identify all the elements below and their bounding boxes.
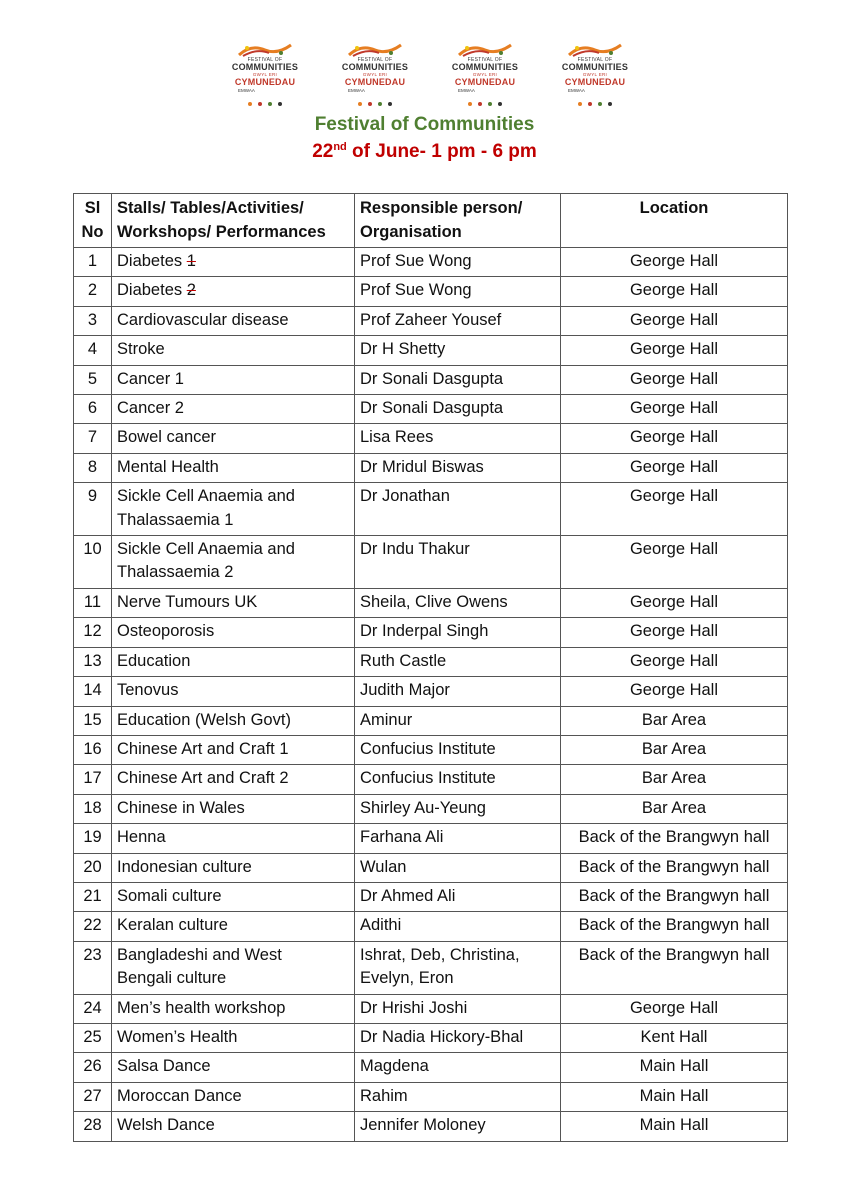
cell-person: Dr Nadia Hickory-Bhal — [355, 1023, 561, 1052]
cell-location: Main Hall — [561, 1112, 788, 1141]
header-no-line2: No — [81, 223, 104, 241]
table-row — [74, 1053, 788, 1082]
cell-no: 16 — [74, 735, 112, 764]
cell-no: 4 — [74, 336, 112, 365]
event-date-time — [0, 141, 849, 163]
table-row — [74, 336, 788, 365]
cell-person: Dr Inderpal Singh — [355, 618, 561, 647]
cell-person: Aminur — [355, 706, 561, 735]
date-suffix: nd — [333, 141, 347, 153]
cell-location: George Hall — [561, 536, 788, 589]
table-row — [74, 277, 788, 306]
swirl-icon — [565, 42, 625, 58]
cell-person: Sheila, Clive Owens — [355, 588, 561, 617]
swirl-icon — [455, 42, 515, 58]
cell-stall — [112, 536, 355, 589]
table-row — [74, 424, 788, 453]
cell-person: Wulan — [355, 853, 561, 882]
cell-no: 21 — [74, 882, 112, 911]
logo-line-3: GWYL ERI — [252, 72, 278, 77]
cell-stall: Chinese Art and Craft 2 — [112, 765, 355, 794]
logo-strip — [0, 42, 849, 108]
cell-location: George Hall — [561, 248, 788, 277]
table-row — [74, 706, 788, 735]
cell-person: Prof Sue Wong — [355, 277, 561, 306]
header-location: Location — [561, 194, 788, 248]
cell-stall-line2: Thalassaemia 2 — [117, 563, 234, 582]
logo-line-4: CYMUNEDAU — [564, 77, 626, 87]
cell-person: Prof Zaheer Yousef — [355, 306, 561, 335]
cell-no: 26 — [74, 1053, 112, 1082]
cell-no: 1 — [74, 248, 112, 277]
cell-location: Main Hall — [561, 1082, 788, 1111]
cell-stall: Henna — [112, 824, 355, 853]
cell-person: Dr Indu Thakur — [355, 536, 561, 589]
header-stall-line2: Workshops/ Performances — [117, 223, 326, 241]
cell-no: 22 — [74, 912, 112, 941]
date-day: 22 — [312, 141, 334, 162]
cell-person: Confucius Institute — [355, 735, 561, 764]
cell-no: 2 — [74, 277, 112, 306]
table-row — [74, 395, 788, 424]
cell-stall: Keralan culture — [112, 912, 355, 941]
cell-location: George Hall — [561, 453, 788, 482]
table-row — [74, 1112, 788, 1141]
cell-no: 13 — [74, 647, 112, 676]
table-row — [74, 765, 788, 794]
cell-no: 27 — [74, 1082, 112, 1111]
cell-no: 7 — [74, 424, 112, 453]
cell-no: 11 — [74, 588, 112, 617]
cell-stall: Mental Health — [112, 453, 355, 482]
cell-no: 17 — [74, 765, 112, 794]
logo-line-5: EMWAA — [568, 88, 585, 93]
festival-logo — [334, 42, 416, 108]
cell-location: George Hall — [561, 483, 788, 536]
logo-line-1: FESTIVAL OF — [357, 57, 393, 63]
cell-location: Bar Area — [561, 735, 788, 764]
cell-stall-mark: 1 — [186, 252, 196, 270]
cell-person: Dr Sonali Dasgupta — [355, 395, 561, 424]
cell-stall: Somali culture — [112, 882, 355, 911]
cell-location: Kent Hall — [561, 1023, 788, 1052]
cell-no: 28 — [74, 1112, 112, 1141]
cell-stall-line1: Sickle Cell Anaemia and — [117, 540, 295, 559]
cell-no: 18 — [74, 794, 112, 823]
cell-location: Main Hall — [561, 1053, 788, 1082]
logo-line-2: COMMUNITIES — [341, 62, 409, 72]
cell-person: Jennifer Moloney — [355, 1112, 561, 1141]
cell-stall: Salsa Dance — [112, 1053, 355, 1082]
table-row — [74, 365, 788, 394]
cell-location: Back of the Brangwyn hall — [561, 882, 788, 911]
cell-stall: Education — [112, 647, 355, 676]
cell-person: Dr Hrishi Joshi — [355, 994, 561, 1023]
cell-person: Rahim — [355, 1082, 561, 1111]
cell-person: Judith Major — [355, 677, 561, 706]
cell-person: Magdena — [355, 1053, 561, 1082]
cell-location: George Hall — [561, 618, 788, 647]
cell-stall: Education (Welsh Govt) — [112, 706, 355, 735]
cell-location: George Hall — [561, 365, 788, 394]
table-row — [74, 994, 788, 1023]
logo-line-2: COMMUNITIES — [561, 62, 629, 72]
cell-person-line1: Ishrat, Deb, Christina, — [360, 945, 520, 964]
cell-no: 10 — [74, 536, 112, 589]
table-row — [74, 824, 788, 853]
cell-stall: Cardiovascular disease — [112, 306, 355, 335]
header-no-line1: Sl — [84, 199, 101, 217]
cell-person: Lisa Rees — [355, 424, 561, 453]
cell-person: Adithi — [355, 912, 561, 941]
cell-location: George Hall — [561, 277, 788, 306]
cell-stall: Cancer 1 — [112, 365, 355, 394]
cell-location: George Hall — [561, 994, 788, 1023]
header-responsible-person — [355, 194, 561, 248]
cell-person: Dr Ahmed Ali — [355, 882, 561, 911]
table-row — [74, 248, 788, 277]
logo-line-4: CYMUNEDAU — [344, 77, 406, 87]
cell-no: 3 — [74, 306, 112, 335]
cell-no: 9 — [74, 483, 112, 536]
table-header-row — [74, 194, 788, 248]
cell-stall-text: Diabetes — [117, 252, 187, 270]
logo-line-4: CYMUNEDAU — [234, 77, 296, 87]
cell-no: 12 — [74, 618, 112, 647]
cell-person: Dr Mridul Biswas — [355, 453, 561, 482]
logo-line-3: GWYL ERI — [582, 72, 608, 77]
table-row — [74, 1082, 788, 1111]
table-row — [74, 1023, 788, 1052]
cell-person: Dr Jonathan — [355, 483, 561, 536]
cell-no: 5 — [74, 365, 112, 394]
cell-stall — [112, 941, 355, 994]
cell-stall: Indonesian culture — [112, 853, 355, 882]
logo-line-5: EMWAA — [458, 88, 475, 93]
cell-location: George Hall — [561, 677, 788, 706]
cell-location: George Hall — [561, 395, 788, 424]
dots-icon — [570, 101, 620, 107]
logo-line-1: FESTIVAL OF — [247, 57, 283, 63]
cell-stall: Stroke — [112, 336, 355, 365]
date-rest: of June- 1 pm - 6 pm — [346, 141, 537, 162]
cell-stall-line1: Bangladeshi and West — [117, 945, 282, 964]
cell-no: 23 — [74, 941, 112, 994]
cell-stall-line2: Thalassaemia 1 — [117, 510, 234, 529]
cell-location: Bar Area — [561, 765, 788, 794]
festival-logo — [224, 42, 306, 108]
cell-location: Back of the Brangwyn hall — [561, 824, 788, 853]
cell-no: 14 — [74, 677, 112, 706]
cell-stall: Chinese in Wales — [112, 794, 355, 823]
cell-no: 6 — [74, 395, 112, 424]
table-row — [74, 912, 788, 941]
cell-stall: Nerve Tumours UK — [112, 588, 355, 617]
logo-line-1: FESTIVAL OF — [577, 57, 613, 63]
cell-location: Bar Area — [561, 794, 788, 823]
table-row — [74, 483, 788, 536]
cell-location: Bar Area — [561, 706, 788, 735]
swirl-icon — [235, 42, 295, 58]
cell-location: Back of the Brangwyn hall — [561, 853, 788, 882]
table-row — [74, 618, 788, 647]
cell-stall: Cancer 2 — [112, 395, 355, 424]
cell-no: 15 — [74, 706, 112, 735]
cell-location: Back of the Brangwyn hall — [561, 941, 788, 994]
swirl-icon — [345, 42, 405, 58]
table-row — [74, 735, 788, 764]
table-row — [74, 453, 788, 482]
cell-stall-line2: Bengali culture — [117, 969, 227, 988]
cell-location: George Hall — [561, 424, 788, 453]
cell-person: Shirley Au-Yeung — [355, 794, 561, 823]
table-row — [74, 306, 788, 335]
cell-stall-mark: 2 — [186, 281, 196, 300]
cell-location: George Hall — [561, 647, 788, 676]
cell-location: Back of the Brangwyn hall — [561, 912, 788, 941]
dots-icon — [240, 101, 290, 107]
cell-stall: Women’s Health — [112, 1023, 355, 1052]
cell-person-line2: Evelyn, Eron — [360, 969, 454, 988]
table-row — [74, 941, 788, 994]
header-serial-no — [74, 194, 112, 248]
cell-no: 8 — [74, 453, 112, 482]
header-stalls — [112, 194, 355, 248]
table-row — [74, 536, 788, 589]
cell-stall: Men’s health workshop — [112, 994, 355, 1023]
dots-icon — [350, 101, 400, 107]
cell-stall-line1: Sickle Cell Anaemia and — [117, 487, 295, 506]
schedule-table — [73, 193, 788, 1142]
cell-location: George Hall — [561, 588, 788, 617]
cell-no: 19 — [74, 824, 112, 853]
table-row — [74, 794, 788, 823]
logo-line-3: GWYL ERI — [362, 72, 388, 77]
cell-stall: Tenovus — [112, 677, 355, 706]
header-stall-line1: Stalls/ Tables/Activities/ — [117, 199, 304, 217]
festival-logo — [554, 42, 636, 108]
cell-person: Dr Sonali Dasgupta — [355, 365, 561, 394]
cell-no: 25 — [74, 1023, 112, 1052]
table-row — [74, 853, 788, 882]
cell-stall-text: Diabetes — [117, 281, 187, 300]
cell-person: Confucius Institute — [355, 765, 561, 794]
header-person-line1: Responsible person/ — [360, 199, 523, 217]
cell-stall — [112, 277, 355, 306]
cell-stall — [112, 483, 355, 536]
logo-line-2: COMMUNITIES — [231, 62, 299, 72]
festival-logo — [444, 42, 526, 108]
dots-icon — [460, 101, 510, 107]
cell-person — [355, 941, 561, 994]
cell-person: Prof Sue Wong — [355, 248, 561, 277]
table-row — [74, 677, 788, 706]
cell-person: Ruth Castle — [355, 647, 561, 676]
table-row — [74, 647, 788, 676]
logo-line-5: EMWAA — [238, 88, 255, 93]
cell-stall: Bowel cancer — [112, 424, 355, 453]
cell-person: Dr H Shetty — [355, 336, 561, 365]
logo-line-4: CYMUNEDAU — [454, 77, 516, 87]
cell-person: Farhana Ali — [355, 824, 561, 853]
cell-location: George Hall — [561, 306, 788, 335]
cell-stall: Moroccan Dance — [112, 1082, 355, 1111]
table-row — [74, 882, 788, 911]
logo-line-2: COMMUNITIES — [451, 62, 519, 72]
logo-line-5: EMWAA — [348, 88, 365, 93]
cell-stall: Osteoporosis — [112, 618, 355, 647]
cell-no: 20 — [74, 853, 112, 882]
cell-no: 24 — [74, 994, 112, 1023]
table-row — [74, 588, 788, 617]
cell-stall — [112, 248, 355, 277]
logo-line-3: GWYL ERI — [472, 72, 498, 77]
cell-location: George Hall — [561, 336, 788, 365]
logo-line-1: FESTIVAL OF — [467, 57, 503, 63]
cell-stall: Chinese Art and Craft 1 — [112, 735, 355, 764]
header-person-line2: Organisation — [360, 223, 462, 241]
page-title: Festival of Communities — [314, 114, 535, 135]
cell-stall: Welsh Dance — [112, 1112, 355, 1141]
